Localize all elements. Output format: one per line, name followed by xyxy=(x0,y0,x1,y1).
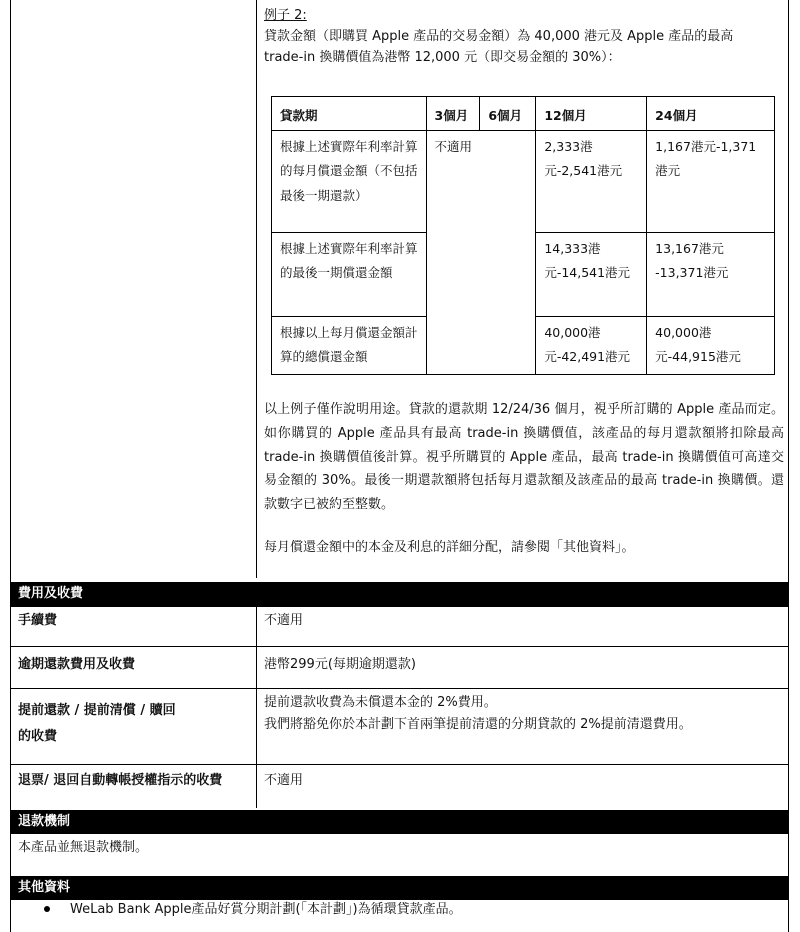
cell-24m: 13,167港元 -13,371港元 xyxy=(647,233,775,317)
example-line-1: 貸款金額（即購買 Apple 產品的交易金額）為 40,000 港元及 Apple 產品的最高 xyxy=(264,28,734,44)
prepay-value-1: 提前還款收費為未償還本金的 2%費用。 xyxy=(264,695,497,710)
example-title: 例子 2: xyxy=(264,8,307,23)
cell-24m: 40,000港元-44,915港元 xyxy=(647,317,775,375)
divider xyxy=(256,689,257,764)
header-6m: 6個月 xyxy=(480,97,536,131)
refund-header: 退款機制 xyxy=(10,810,789,834)
example-note-2: 每月償還金額中的本金及利息的詳細分配，請參閱「其他資料」。 xyxy=(264,540,635,555)
example-intro xyxy=(264,6,784,68)
table-row xyxy=(272,131,775,233)
row-label: 根據上述實際年利率計算的最後一期償還金額 xyxy=(272,233,427,317)
cell-24m: 1,167港元-1,371港元 xyxy=(647,131,775,233)
late-fee-value: 港幣299元(每期逾期還款) xyxy=(264,657,416,672)
other-info-header: 其他資料 xyxy=(10,876,789,900)
table-header-row xyxy=(272,97,775,131)
cell-12m: 14,333港元-14,541港元 xyxy=(536,233,647,317)
refund-text: 本產品並無退款機制。 xyxy=(18,840,149,855)
late-fee-label: 逾期還款費用及收費 xyxy=(18,657,136,672)
prepay-label-2: 的收費 xyxy=(18,729,58,744)
header-term: 貸款期 xyxy=(272,97,427,131)
prepay-value-2: 我們將豁免你於本計劃下首兩筆提前清還的分期貸款的 2%提前清還費用。 xyxy=(264,717,692,732)
example-note: 以上例子僅作說明用途。貸款的還款期 12/24/36 個月，視乎所訂購的 Apple 產品而定。如你購買的 Apple 產品具有最高 trade-in 換購價值，該產品的每月還款額將扣除最高 trade-in 換購價值後計算。視乎所購買的 Apple 產品，最高 trade-in 換購價值可高達交易金額的 30%。最後一期還款額將包括每月還款額及該產品的最高 trade-in 換購價。還款數字已被約至整數。 xyxy=(264,402,784,513)
bounce-fee-label: 退票/ 退回自動轉帳授權指示的收費 xyxy=(18,773,223,788)
cell-12m: 40,000港元-42,491港元 xyxy=(536,317,647,375)
example-line-2: trade-in 換購價值為港幣 12,000 元（即交易金額的 30%）： xyxy=(264,49,621,65)
fee-row-handling xyxy=(10,606,789,646)
handling-fee-value: 不適用 xyxy=(264,613,304,628)
divider xyxy=(256,647,257,688)
prepay-label-1: 提前還款 / 提前清償 / 贖回 xyxy=(18,703,176,718)
loan-table xyxy=(271,96,775,375)
bounce-fee-value: 不適用 xyxy=(264,773,304,788)
row-label: 根據上述實際年利率計算的每月償還金額（不包括最後一期還款） xyxy=(272,131,427,233)
other-info-bullet: WeLab Bank Apple產品好賞分期計劃(「本計劃」)為循環貸款產品。 xyxy=(70,902,462,917)
divider xyxy=(256,765,257,808)
fee-row-bounce xyxy=(10,764,789,808)
fees-header: 費用及收費 xyxy=(10,582,789,606)
cell-12m: 2,333港元-2,541港元 xyxy=(536,131,647,233)
header-3m: 3個月 xyxy=(426,97,480,131)
bullet-icon xyxy=(44,906,50,912)
example-left-cell xyxy=(10,0,257,578)
not-applicable-cell: 不適用 xyxy=(426,131,536,375)
row-label: 根據以上每月償還金額計算的總償還金額 xyxy=(272,317,427,375)
handling-fee-label: 手續費 xyxy=(18,613,58,628)
divider xyxy=(256,607,257,646)
fee-row-late xyxy=(10,646,789,688)
header-12m: 12個月 xyxy=(536,97,647,131)
header-24m: 24個月 xyxy=(647,97,775,131)
fee-row-prepay xyxy=(10,688,789,764)
